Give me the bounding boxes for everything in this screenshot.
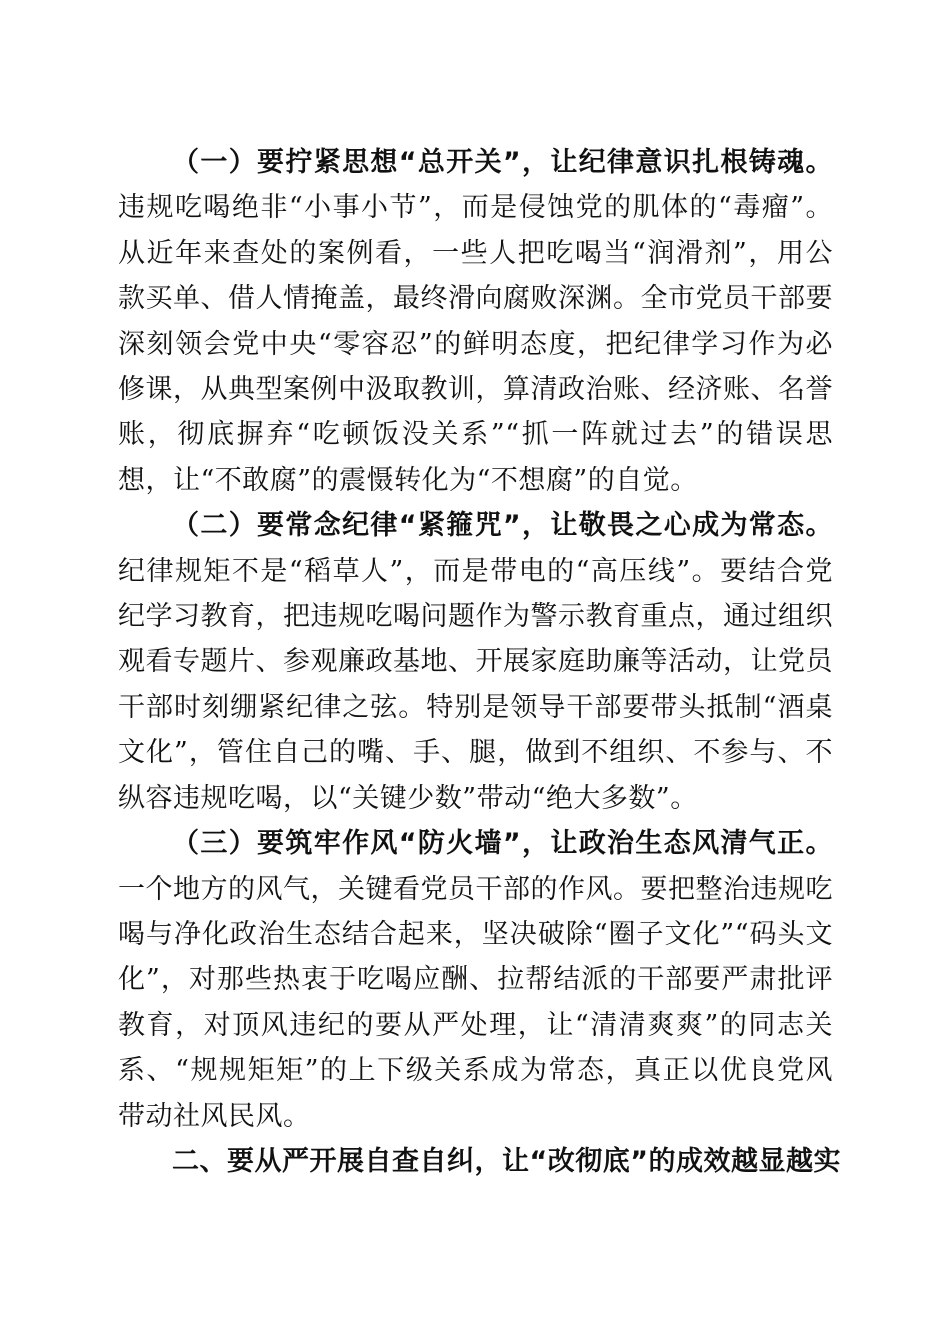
paragraph-1 (118, 140, 833, 503)
paragraph-2 (118, 503, 833, 821)
paragraph-3-lead: （三）要筑牢作风“防火墙”，让政治生态风清气正。 (172, 828, 833, 860)
paragraph-1-body: 违规吃喝绝非“小事小节”，而是侵蚀党的肌体的“毒瘤”。从近年来查处的案例看，一些人把吃喝当“润滑剂”，用公款买单、借人情掩盖，最终滑向腐败深渊。全市党员干部要深刻领会党中央“零容忍”的鲜明态度，把纪律学习作为必修课，从典型案例中汲取教训，算清政治账、经济账、名誉账，彻底摒弃“吃顿饭没关系”“抓一阵就过去”的错误思想，让“不敢腐”的震慑转化为“不想腐”的自觉。 (118, 192, 833, 496)
paragraph-3 (118, 821, 833, 1139)
paragraph-3-body: 一个地方的风气，关键看党员干部的作风。要把整治违规吃喝与净化政治生态结合起来，坚决破除“圈子文化”“码头文化”，对那些热衷于吃喝应酬、拉帮结派的干部要严肃批评教育，对顶风违纪的要从严处理，让“清清爽爽”的同志关系、“规规矩矩”的上下级关系成为常态，真正以优良党风带动社风民风。 (118, 873, 833, 1132)
paragraph-1-lead: （一）要拧紧思想“总开关”，让纪律意识扎根铸魂。 (172, 147, 833, 178)
paragraph-2-body: 纪律规矩不是“稻草人”，而是带电的“高压线”。要结合党纪学习教育，把违规吃喝问题作为警示教育重点，通过组织观看专题片、参观廉政基地、开展家庭助廉等活动，让党员干部时刻绷紧纪律之弦。特别是领导干部要带头抵制“酒桌文化”，管住自己的嘴、手、腿，做到不组织、不参与、不纵容违规吃喝，以“关键少数”带动“绝大多数”。 (118, 555, 833, 814)
paragraph-2-lead: （二）要常念纪律“紧箍咒”，让敬畏之心成为常态。 (172, 510, 833, 542)
document-body (118, 140, 841, 1184)
section-heading-2: 二、要从严开展自查自纠，让“改彻底”的成效越显越实 (172, 1145, 841, 1177)
